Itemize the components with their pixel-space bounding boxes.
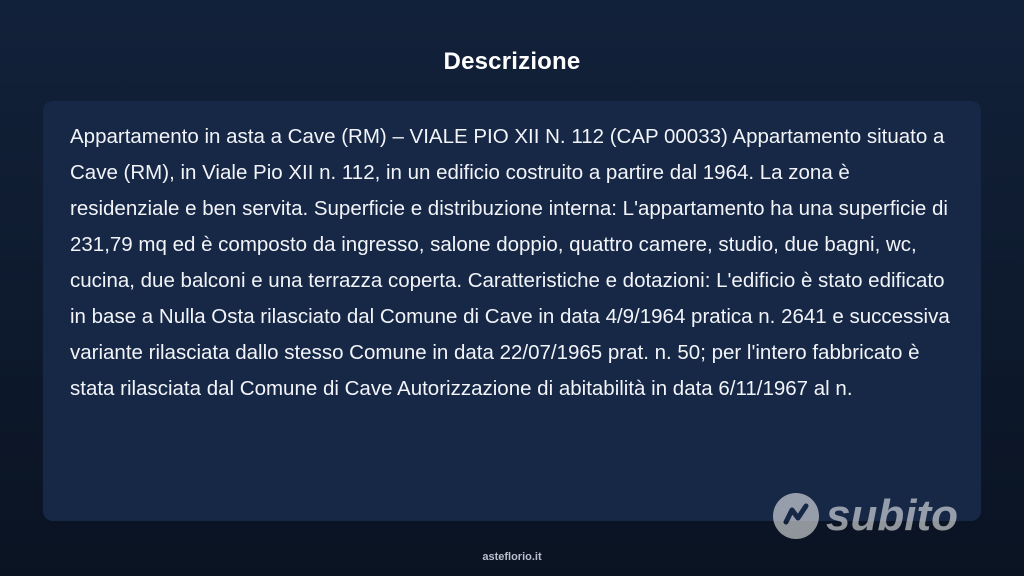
description-text: Appartamento in asta a Cave (RM) – VIALE PIO XII N. 112 (CAP 00033) Appartamento situato a Cave (RM), in Viale Pio XII n. 112, in un edificio costruito a partire dal 1964. La zona è residenziale e ben servita. Superficie e distribuzione interna: L'appartamento ha una superficie di 231,79 mq ed è composto da ingresso, salone doppio, quattro camere, studio, due bagni, wc, cucina, due balconi e una terrazza coperta. Caratteristiche e dotazioni: L'edificio è stato edificato in base a Nulla Osta rilasciato dal Comune di Cave in data 4/9/1964 pratica n. 2641 e successiva variante rilasciata dallo stesso Comune in data 22/07/1965 prat. n. 50; per l'intero fabbricato è stata rilasciata dal Comune di Cave Autorizzazione di abitabilità in data 6/11/1967 al n. [70, 125, 950, 400]
footer-site: asteflorio.it [482, 551, 542, 563]
description-card [43, 101, 981, 521]
subito-watermark [772, 490, 982, 542]
subito-logo-text: subito [826, 491, 958, 540]
section-title: Descrizione [443, 48, 581, 75]
subito-logo-icon [772, 492, 820, 540]
